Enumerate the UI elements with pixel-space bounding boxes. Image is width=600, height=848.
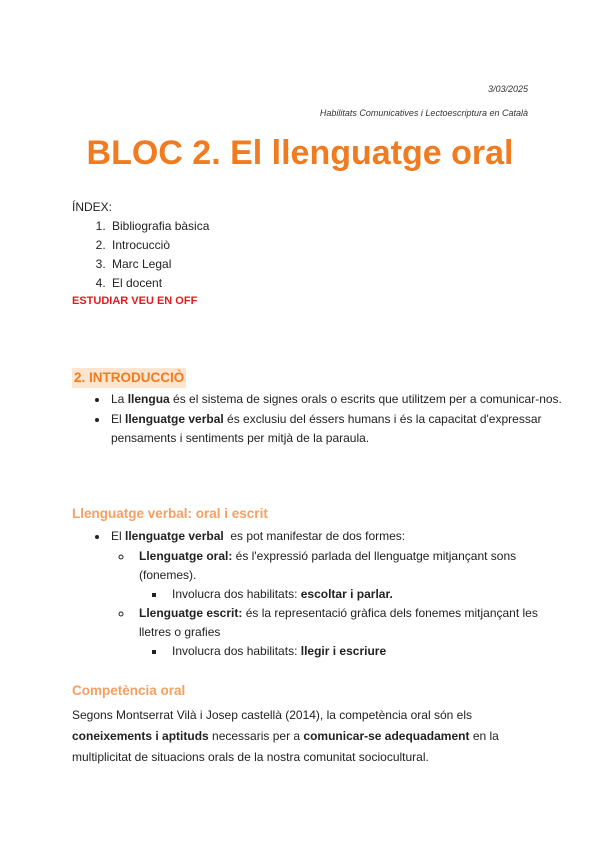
written-skills-item: ▪ Involucra dos habilitats: llegir i escriure	[166, 642, 569, 661]
oral-language-item: ◦ Llenguatge oral: és l'expressió parlada del llenguatge mitjançant sons (fonemes). ▪ Involucra dos habilitats: escoltar i parlar.	[133, 547, 569, 604]
index-item: 1. Bibliografia bàsica	[109, 217, 209, 236]
oral-skills-item: ▪ Involucra dos habilitats: escoltar i parlar.	[166, 585, 569, 604]
intro-heading: 2. INTRODUCCIÒ	[72, 368, 186, 388]
competence-heading: Competència oral	[72, 683, 186, 698]
index-item: 3. Marc Legal	[109, 255, 209, 274]
list-item: • La llengua és el sistema de signes orals o escrits que utilitzem per a comunicar-nos.	[109, 390, 569, 409]
verbal-heading: Llenguatge verbal: oral i escrit	[72, 506, 268, 521]
index-item: 2. Introcucciò	[109, 236, 209, 255]
index-label: ÍNDEX:	[72, 200, 113, 214]
document-date: 3/03/2025	[487, 84, 528, 94]
list-item: • El llenguatge verbal es pot manifestar de dos formes: ◦ Llenguatge oral: és l'expressió parlada del llenguatge mitjançant sons (fonemes). ▪ Involucra dos habilitats: escoltar i parlar. ◦ Llenguatge escrit: és la representació gràfica dels fonemes mitjançant les lletres o grafies ▪ Involucra dos habilitats: llegir i escriure	[109, 527, 569, 661]
written-language-item: ◦ Llenguatge escrit: és la representació gràfica dels fonemes mitjançant les lletres o grafies ▪ Involucra dos habilitats: llegir i escriure	[133, 604, 569, 661]
intro-list	[72, 390, 569, 448]
competence-paragraph: Segons Montserrat Vilà i Josep castellà (2014), la competència oral són els coneixements i aptituds necessaris per a comunicar-se adequadament en la multiplicitat de situacions orals de la nostra comunitat sociocultural.	[72, 708, 499, 764]
page-title: BLOC 2. El llenguatge oral	[86, 134, 514, 172]
index-list	[72, 217, 209, 293]
study-note: ESTUDIAR VEU EN OFF	[72, 295, 198, 307]
list-item: • El llenguatge verbal és exclusiu del éssers humans i és la capacitat d'expressar pensaments i sentiments per mitjà de la paraula.	[109, 410, 569, 448]
document-subject: Habilitats Comunicatives i Lectoescriptura en Català	[319, 108, 528, 118]
verbal-list	[72, 527, 569, 661]
oral-skills-list	[139, 585, 569, 604]
verbal-sublist	[111, 547, 569, 661]
index-item: 4. El docent	[109, 274, 209, 293]
written-skills-list	[139, 642, 569, 661]
